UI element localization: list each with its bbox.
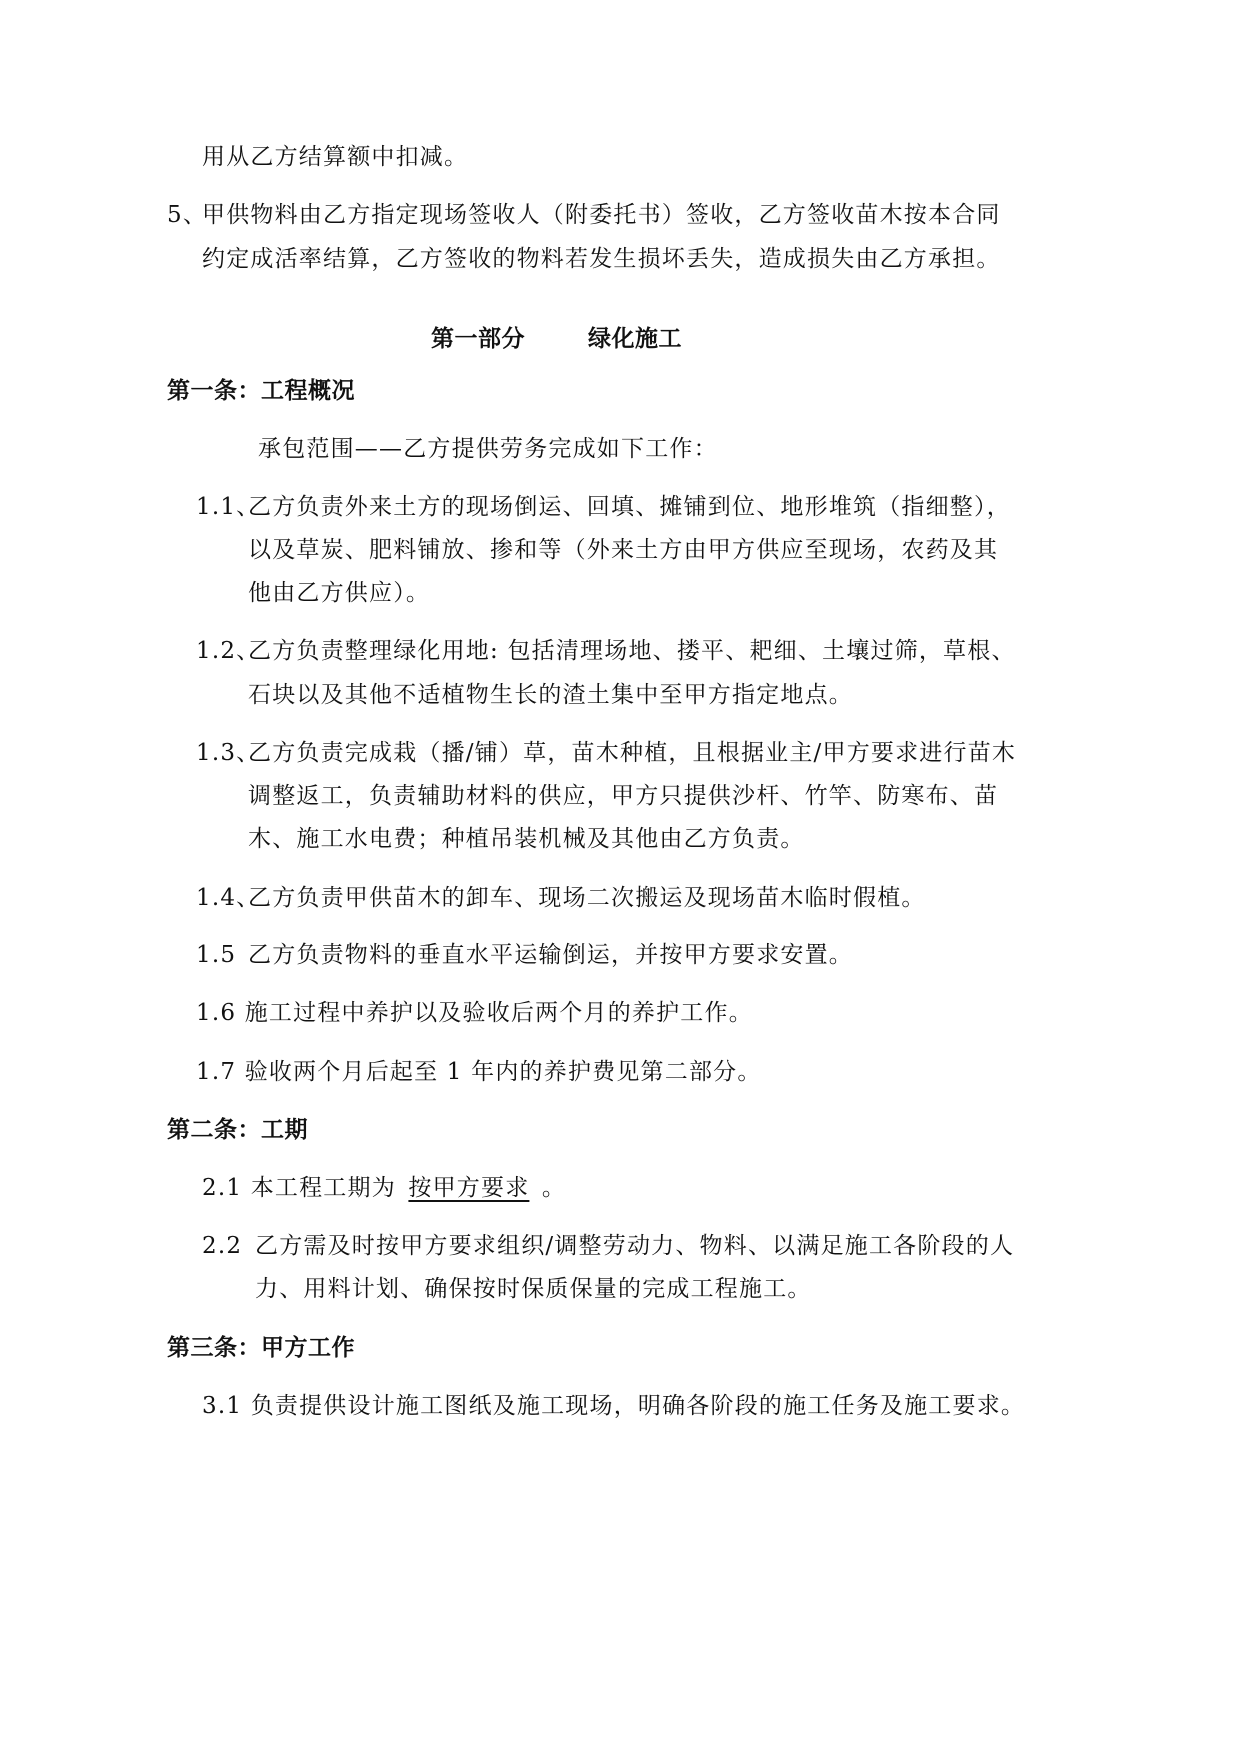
item-text: 木、施工水电费；种植吊装机械及其他由乙方负责。 (248, 826, 805, 852)
duration-suffix: 。 (541, 1175, 567, 1201)
duration-value: 按甲方要求 (408, 1175, 530, 1201)
part-title: 绿化施工 (588, 326, 682, 352)
part-label: 第一部分 (431, 326, 525, 352)
article-heading: 第三条：甲方工作 (167, 1335, 355, 1361)
item-text: 力、用料计划、确保按时保质保量的完成工程施工。 (255, 1276, 812, 1302)
item-text: 乙方负责外来土方的现场倒运、回填、摊铺到位、地形堆筑（指细整）， (248, 494, 1011, 520)
item-number: 1.1、 (196, 494, 261, 520)
item-text: 乙方负责物料的垂直水平运输倒运，并按甲方要求安置。 (248, 942, 853, 968)
item-text: 乙方负责整理绿化用地: 包括清理场地、搂平、耙细、土壤过筛，草根、 (248, 638, 1016, 664)
item-text: 乙方需及时按甲方要求组织/调整劳动力、物料、以满足施工各阶段的人 (255, 1233, 1015, 1259)
item-number: 1.2、 (196, 638, 261, 664)
item-text: 石块以及其他不适植物生长的渣土集中至甲方指定地点。 (248, 682, 853, 708)
item-text: 约定成活率结算，乙方签收的物料若发生损坏丢失，造成损失由乙方承担。 (202, 246, 1001, 272)
item-number: 1.4、 (196, 885, 261, 911)
scope-text: 承包范围——乙方提供劳务完成如下工作： (258, 436, 718, 462)
duration-prefix: 2.1 本工程工期为 (202, 1175, 396, 1201)
item-text: 1.6 施工过程中养护以及验收后两个月的养护工作。 (196, 1000, 753, 1026)
article-heading: 第二条：工期 (167, 1117, 308, 1143)
item-text: 乙方负责甲供苗木的卸车、现场二次搬运及现场苗木临时假植。 (248, 885, 926, 911)
intro-line: 用从乙方结算额中扣减。 (202, 144, 469, 170)
item-text: 以及草炭、肥料铺放、掺和等（外来土方由甲方供应至现场，农药及其 (248, 537, 999, 563)
item-text: 甲供物料由乙方指定现场签收人（附委托书）签收，乙方签收苗木按本合同 (202, 202, 1001, 228)
item-text: 他由乙方供应）。 (248, 580, 431, 606)
item-text: 调整返工，负责辅助材料的供应，甲方只提供沙杆、竹竿、防寒布、苗 (248, 783, 999, 809)
item-number: 1.5 (196, 942, 237, 968)
article-heading: 第一条：工程概况 (167, 378, 355, 404)
item-text: 1.7 验收两个月后起至 1 年内的养护费见第二部分。 (196, 1059, 762, 1085)
item-text (202, 1173, 566, 1203)
item-text: 3.1 负责提供设计施工图纸及施工现场，明确各阶段的施工任务及施工要求。 (202, 1393, 1026, 1419)
item-number: 5、 (167, 202, 208, 228)
item-text: 乙方负责完成栽（播/铺）草，苗木种植，且根据业主/甲方要求进行苗木 (248, 740, 1017, 766)
item-number: 2.2 (202, 1233, 243, 1259)
item-number: 1.3、 (196, 740, 261, 766)
